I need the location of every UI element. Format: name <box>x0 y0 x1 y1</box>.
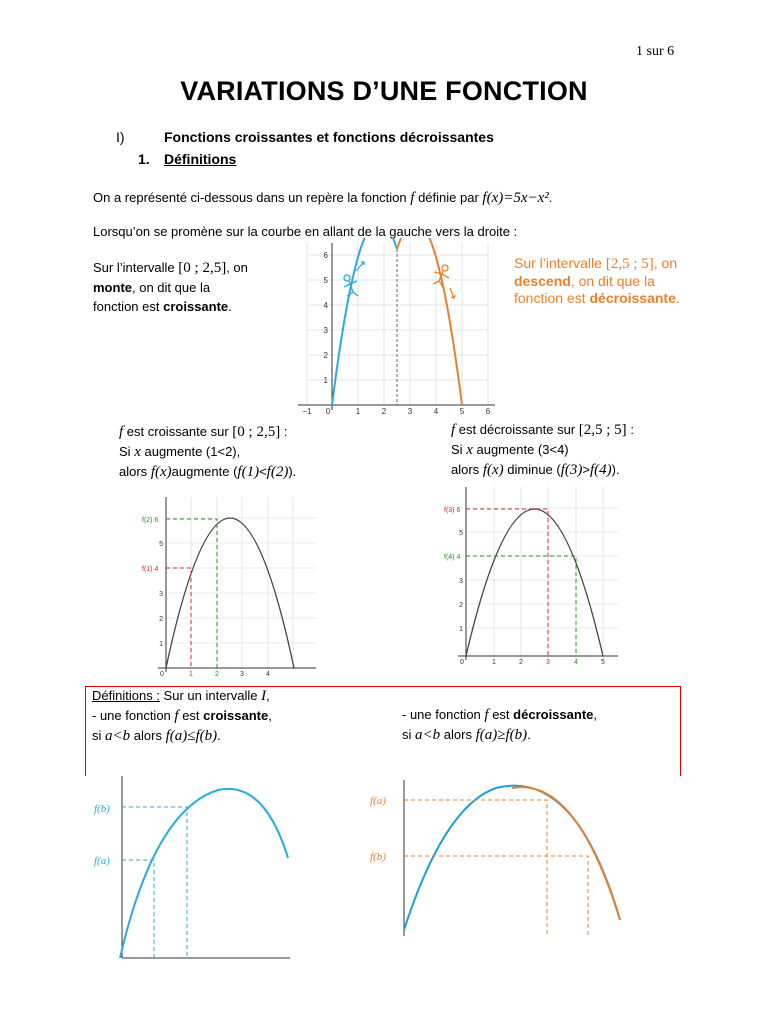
left-graph-x-tick: 0 <box>160 671 164 678</box>
right-note-text-b: , on <box>653 255 678 271</box>
decroissante-block <box>451 420 634 480</box>
main-y-tick: 5 <box>323 276 328 285</box>
left-note-rest: , on dit que la <box>132 280 211 295</box>
left-note-line3 <box>93 297 248 316</box>
intro-text-2: définie par <box>418 190 479 205</box>
decrois-text: est décroissante sur <box>458 422 576 437</box>
def-right-condition: f(a)≥f(b) <box>475 727 528 743</box>
right-graph-x-tick: 3 <box>546 659 550 666</box>
right-graph-y-tick: 1 <box>459 626 463 633</box>
decrois-fx: f(x) <box>482 462 504 478</box>
decroissante-line3 <box>451 460 634 480</box>
right-graph-f4-label: f(4) 4 <box>444 554 461 561</box>
right-note-interval: [2,5 ; 5] <box>605 256 654 272</box>
main-x-tick: 2 <box>381 407 387 416</box>
main-y-tick: 1 <box>323 376 328 385</box>
main-y-tick: 2 <box>323 351 328 360</box>
left-note-end: . <box>228 299 232 314</box>
definitions-right-content <box>402 705 597 745</box>
left-graph-y-tick: 5 <box>159 541 163 548</box>
right-graph-curve <box>466 509 603 656</box>
right-graph-f3-dash <box>466 509 548 656</box>
decrois-f3: f(3) <box>560 462 583 478</box>
main-x-tick: −1 <box>302 407 312 416</box>
bl-fb-label: f(b) <box>94 803 110 815</box>
subsection-heading: Définitions <box>164 151 237 167</box>
main-x-tick: 0 <box>325 407 331 416</box>
right-note-text: Sur l’intervalle <box>514 255 602 271</box>
br-fb-label: f(b) <box>370 851 386 863</box>
def-right-est: est <box>492 707 510 722</box>
def-left-period: . <box>217 728 221 743</box>
crois-augmente-2: augmente ( <box>171 464 238 479</box>
right-graph-x-tick: 2 <box>519 659 523 666</box>
def-left-croissante: croissante <box>203 708 269 723</box>
definitions-interval-symbol: I <box>261 688 267 704</box>
left-note-fonction: fonction est <box>93 299 160 314</box>
left-note-line1 <box>93 258 248 278</box>
left-example-graph <box>138 492 318 678</box>
br-curve-falling <box>512 787 620 920</box>
decrois-f: f <box>451 422 456 438</box>
bl-fa-dash <box>122 860 154 958</box>
def-right-end: , <box>593 707 597 722</box>
crois-interval: [0 ; 2,5] <box>232 424 281 440</box>
left-graph-y-tick: 2 <box>159 616 163 623</box>
main-graph <box>290 238 510 420</box>
crois-alors: alors <box>119 464 148 479</box>
intro-sentence <box>93 188 552 208</box>
main-y-tick: 4 <box>323 301 328 310</box>
left-note-text: Sur l’intervalle <box>93 260 175 275</box>
decrois-interval: [2,5 ; 5] <box>578 422 627 438</box>
crois-lt: < <box>259 464 267 479</box>
right-note <box>514 255 680 307</box>
definitions-left-line2 <box>92 726 272 746</box>
def-left-une-fonction: - une fonction <box>92 708 171 723</box>
right-note-decroissante: décroissante <box>589 290 676 306</box>
def-left-a-lt-b: a<b <box>105 728 131 744</box>
left-graph-x-tick: 3 <box>240 671 244 678</box>
subsection-number: 1. <box>138 151 150 167</box>
crois-end: ). <box>288 464 297 479</box>
def-right-f: f <box>484 707 489 723</box>
definitions-intro: Sur un intervalle <box>163 688 258 703</box>
right-note-line1 <box>514 255 680 273</box>
left-note-monte: monte <box>93 280 132 295</box>
left-graph-x-tick: 2 <box>215 671 219 678</box>
left-note-interval: [0 ; 2,5] <box>178 260 227 276</box>
section-number: I) <box>116 129 125 145</box>
def-right-a-lt-b: a<b <box>415 727 441 743</box>
right-note-descend: descend <box>514 273 571 289</box>
br-fa-label: f(a) <box>370 795 386 807</box>
right-graph-f3-label: f(3) 6 <box>444 507 461 514</box>
definitions-comma: , <box>266 688 270 703</box>
decrois-gt: > <box>582 462 590 477</box>
decroissante-line1 <box>451 420 634 440</box>
crois-si: Si <box>119 444 131 459</box>
decrois-si: Si <box>451 442 463 457</box>
decroissante-line2 <box>451 440 634 460</box>
croissante-block <box>119 422 296 482</box>
definitions-line1 <box>92 686 272 706</box>
right-graph-y-tick: 5 <box>459 530 463 537</box>
crois-text: est croissante sur <box>126 424 229 439</box>
right-example-graph <box>440 482 622 668</box>
right-note-rest: , on dit que la <box>570 273 655 289</box>
definitions-content <box>92 686 272 746</box>
crois-f1: f(1) <box>237 464 260 480</box>
left-note-text-b: , on <box>226 260 248 275</box>
main-x-tick: 1 <box>355 407 361 416</box>
page-number: 1 sur 6 <box>636 44 675 59</box>
main-y-tick: 3 <box>323 326 328 335</box>
main-x-tick: 3 <box>407 407 413 416</box>
decrois-colon: : <box>630 422 634 437</box>
br-fa-dash <box>404 800 547 936</box>
crois-fx: f(x) <box>150 464 172 480</box>
right-graph-x-tick: 0 <box>460 659 464 666</box>
intro-formula: f(x)=5x−x² <box>482 190 549 206</box>
walk-sentence: Lorsqu’on se promène sur la courbe en allant de la gauche vers la droite : <box>93 224 518 239</box>
intro-function-name: f <box>410 190 415 206</box>
right-note-line2 <box>514 273 680 290</box>
left-graph-y-tick: 1 <box>159 641 163 648</box>
croissante-line2 <box>119 442 296 462</box>
right-graph-y-tick: 3 <box>459 578 463 585</box>
right-graph-x-tick: 4 <box>574 659 578 666</box>
crois-f2: f(2) <box>266 464 289 480</box>
main-y-tick: 6 <box>323 251 328 260</box>
br-fb-dash <box>404 856 588 936</box>
croissante-line1 <box>119 422 296 442</box>
definitions-right-line2 <box>402 725 597 745</box>
decrois-end: ). <box>611 462 620 477</box>
def-right-period: . <box>527 727 531 742</box>
def-right-une-fonction: - une fonction <box>402 707 481 722</box>
intro-period: . <box>548 190 553 205</box>
def-left-f: f <box>174 708 179 724</box>
definitions-right-line1 <box>402 705 597 725</box>
croissante-line3 <box>119 462 296 482</box>
crois-x: x <box>134 444 141 460</box>
right-note-end: . <box>675 290 680 306</box>
left-graph-y-tick: 3 <box>159 591 163 598</box>
crois-colon: : <box>283 424 288 439</box>
decrois-x: x <box>466 442 473 458</box>
decrois-f4: f(4) <box>590 462 612 478</box>
left-note <box>93 258 248 316</box>
def-left-condition: f(a)≤f(b) <box>165 728 218 744</box>
right-note-fonction: fonction est <box>514 290 586 306</box>
def-right-decroissante: décroissante <box>513 707 594 722</box>
climber-figure-icon <box>344 262 364 296</box>
left-graph-f2-label: f(2) 6 <box>142 517 159 524</box>
crois-f: f <box>119 424 124 440</box>
section-heading: Fonctions croissantes et fonctions décroissantes <box>164 129 494 145</box>
def-right-alors: alors <box>443 727 472 742</box>
main-x-tick: 5 <box>459 407 465 416</box>
right-graph-y-tick: 2 <box>459 602 463 609</box>
def-left-est: est <box>182 708 200 723</box>
bottom-left-graph <box>82 772 294 964</box>
crois-augmente: augmente (1<2), <box>144 444 241 459</box>
left-graph-x-tick: 4 <box>266 671 270 678</box>
main-x-tick: 4 <box>433 407 439 416</box>
left-note-croissante: croissante <box>163 299 229 314</box>
def-right-si: si <box>402 727 412 742</box>
right-graph-x-tick: 5 <box>601 659 605 666</box>
decrois-diminue: diminue ( <box>507 462 561 477</box>
bl-fa-label: f(a) <box>94 855 110 867</box>
definitions-left-line1 <box>92 706 272 726</box>
def-left-end: , <box>268 708 272 723</box>
bl-curve <box>120 789 288 958</box>
def-left-si: si <box>92 728 102 743</box>
decrois-alors: alors <box>451 462 480 477</box>
intro-text: On a représenté ci-dessous dans un repère la fonction <box>93 190 407 205</box>
left-graph-x-tick: 1 <box>189 671 193 678</box>
def-left-alors: alors <box>133 728 162 743</box>
page-title: VARIATIONS D’UNE FONCTION <box>180 76 588 106</box>
decrois-augmente: augmente (3<4) <box>476 442 569 457</box>
left-note-line2 <box>93 278 248 297</box>
definitions-heading: Définitions : <box>92 688 160 703</box>
left-graph-f1-label: f(1) 4 <box>142 566 159 573</box>
main-x-tick: 6 <box>485 407 491 416</box>
right-note-line3 <box>514 290 680 307</box>
right-graph-x-tick: 1 <box>492 659 496 666</box>
bottom-right-graph <box>366 778 622 938</box>
